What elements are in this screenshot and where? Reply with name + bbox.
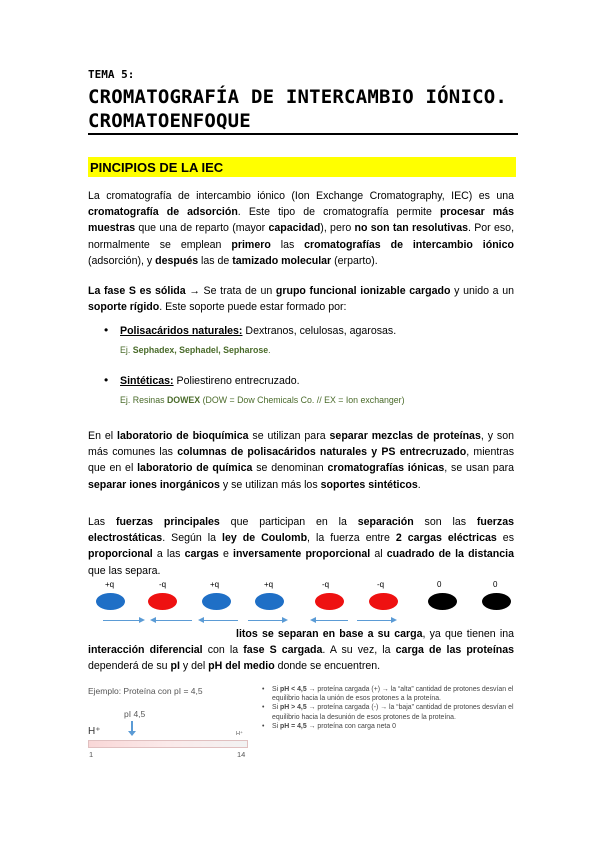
ph-scale-bar	[88, 740, 248, 748]
scale-max-label: 14	[237, 750, 246, 759]
list-item-polysaccharides: • Polisacáridos naturales: Dextranos, celulosas, agarosas.	[104, 323, 397, 337]
neutral-charge-ball	[482, 593, 511, 610]
arrow-right-icon	[103, 620, 143, 621]
charge-label: 0	[493, 580, 498, 589]
charge-label: -q	[377, 580, 385, 589]
arrow-right-icon	[357, 620, 395, 621]
paragraph-electrostatic: Las fuerzas principales que participan en la separación son las fuerzas electrostáticas. Según la ley de Coulomb, la fuerza entre 2 cargas eléctricas es proporcional a las cargas e inversamente proporcional al cuadrado de la distancia que las separa.	[88, 516, 514, 577]
example-polysaccharides: Ej. Sephadex, Sephadel, Sepharose.	[120, 345, 271, 355]
arrow-left-icon	[200, 620, 238, 621]
title-divider	[88, 133, 518, 135]
positive-charge-ball	[96, 593, 125, 610]
pi-arrowhead-icon	[128, 731, 136, 736]
list-item: • Si pH < 4,5 → proteína cargada (+) → la “alta” cantidad de protones desvían el equilibrio hacia la unión de esos protones a la proteína.	[262, 686, 514, 703]
negative-charge-ball	[148, 593, 177, 610]
paragraph-protein-charge: litos se separan en base a su carga, ya que tienen ina interacción diferencial con la fase S cargada. A su vez, la carga de las proteínas dependerá de su pI y del pH del medio donde se encuentren.	[88, 628, 515, 673]
paragraph-laboratories: En el laboratorio de bioquímica se utilizan para separar mezclas de proteínas, y son más comunes las columnas de polisacáridos naturales y PS entrecruzado, mientras que en el laboratorio de química se denominan cromatografías iónicas, se usan para separar iones inorgánicos y se utilizan más los soportes sintéticos.	[88, 430, 515, 491]
charge-label: -q	[159, 580, 167, 589]
arrow-left-icon	[312, 620, 348, 621]
section-heading: PINCIPIOS DE LA IEC	[88, 157, 516, 177]
title-line-1: CROMATOGRAFÍA DE INTERCAMBIO IÓNICO.	[88, 86, 508, 108]
ph-notes	[262, 685, 527, 731]
list-item-synthetic: • Sintéticas: Poliestireno entrecruzado.	[104, 373, 300, 387]
charge-label: 0	[437, 580, 442, 589]
proton-high-label: H⁺	[88, 726, 101, 737]
arrow-right-icon	[248, 620, 286, 621]
topic-number: TEMA 5:	[88, 68, 135, 81]
proton-low-label: H⁺	[236, 731, 243, 737]
positive-charge-ball	[202, 593, 231, 610]
title-line-2: CROMATOENFOQUE	[88, 110, 251, 132]
list-item: • Si pH = 4,5 → proteína con carga neta 0	[262, 722, 396, 730]
paragraph-stationary-phase: La fase S es sólida → Se trata de un grupo funcional ionizable cargado y unido a un soporte rígido. Este soporte puede estar formado por:	[88, 285, 514, 314]
charge-label: +q	[264, 580, 274, 589]
arrow-left-icon	[152, 620, 192, 621]
page-title	[88, 85, 507, 133]
negative-charge-ball	[315, 593, 344, 610]
negative-charge-ball	[369, 593, 398, 610]
pi-label: pI 4,5	[124, 709, 146, 719]
charge-label: +q	[105, 580, 115, 589]
list-item: • Si pH > 4,5 → proteína cargada (-) → la “baja” cantidad de protones desvían el equilibrio hacia la desunión de esos protones de la proteína.	[262, 704, 514, 721]
example-title: Ejemplo: Proteína con pI = 4,5	[88, 686, 203, 696]
neutral-charge-ball	[428, 593, 457, 610]
charge-label: +q	[210, 580, 220, 589]
positive-charge-ball	[255, 593, 284, 610]
scale-min-label: 1	[89, 750, 94, 759]
paragraph-intro: La cromatografía de intercambio iónico (Ion Exchange Cromatography, IEC) es una cromatografía de adsorción. Este tipo de cromatografía permite procesar más muestras que una de reparto (mayor capacidad), pero no son tan resolutivas. Por eso, normalmente se emplean primero las cromatografías de intercambio iónico (adsorción), y después las de tamizado molecular (erparto).	[88, 190, 515, 267]
example-synthetic: Ej. Resinas DOWEX (DOW = Dow Chemicals Co. // EX = Ion exchanger)	[120, 395, 405, 405]
charge-label: -q	[322, 580, 330, 589]
